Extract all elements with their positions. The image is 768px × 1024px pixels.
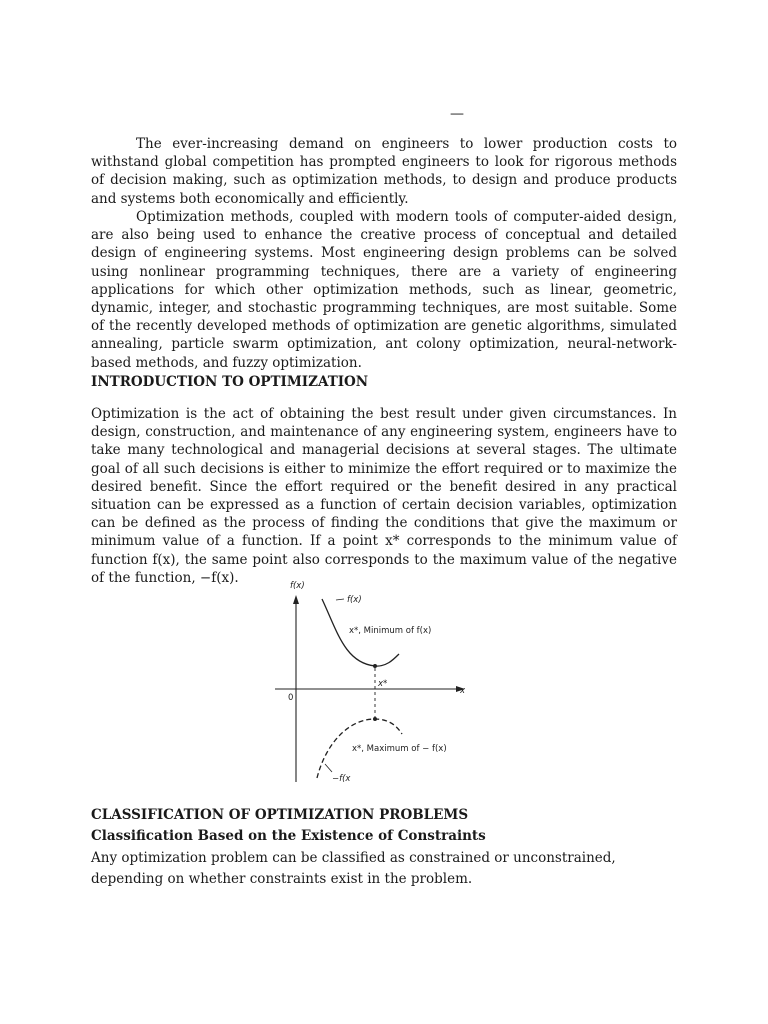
minimum-point (373, 664, 377, 668)
curve-label-top: f(x) (347, 595, 362, 605)
curve-label-bottom: −f(x (332, 774, 351, 784)
origin-label: 0 (288, 693, 294, 703)
subheading-constraints: Classification Based on the Existence of Constraints (91, 828, 486, 844)
y-axis-label: f(x) (290, 581, 305, 591)
top-mark: — (450, 106, 464, 122)
curve-label-leader (336, 599, 344, 600)
x-axis-label: x (460, 686, 466, 696)
min-max-figure (265, 576, 475, 788)
paragraph-definition: Optimization is the act of obtaining the best result under given circumstances. In design, construction, and maintenance of any engineering system, engineers have to take many technological and managerial decisions at several stages. The ultimate goal of all such decisions is either to minimize the effort required or to maximize the desired benefit. Since the effort required or the benefit desired in any practical situation can be expressed as a function of certain decision variables, optimization can be defined as the process of finding the conditions that give the maximum or minimum value of a function. If a point x* corresponds to the minimum value of function f(x), the same point also corresponds to the maximum value of the negative of the function, −f(x). (91, 406, 677, 586)
heading-introduction: INTRODUCTION TO OPTIMIZATION (91, 374, 369, 390)
heading-classification: CLASSIFICATION OF OPTIMIZATION PROBLEMS (91, 807, 469, 823)
maximum-point (373, 717, 377, 721)
paragraph-constrained: Any optimization problem can be classified as constrained or unconstrained, depending on whether constraints exist in the problem. (91, 850, 616, 887)
min-max-diagram (265, 576, 475, 788)
bottom-label-leader (325, 764, 332, 772)
paragraph-optimization-methods: Optimization methods, coupled with modern tools of computer-aided design, are also being used to enhance the creative process of conceptual and detailed design of engineering systems. Most engineering design problems can be solved using nonlinear programming techniques, there are a variety of engineering applications for which other optimization methods, such as linear, geometric, dynamic, integer, and stochastic programming techniques, are most suitable. Some of the recently developed methods of optimization are genetic algorithms, simulated annealing, particle swarm optimization, ant colony optimization, neural-network-based methods, and fuzzy optimization. (91, 209, 677, 371)
maximum-label: x*, Maximum of − f(x) (352, 744, 447, 754)
x-star-label: x* (378, 679, 388, 689)
minimum-label: x*, Minimum of f(x) (349, 626, 432, 636)
y-axis-arrow (293, 595, 299, 604)
paragraph-intro-demand: The ever-increasing demand on engineers to lower production costs to withstand global competition has prompted engineers to look for rigorous methods of decision making, such as optimization methods, to design and produce products and systems both economically and efficiently. (91, 136, 677, 207)
